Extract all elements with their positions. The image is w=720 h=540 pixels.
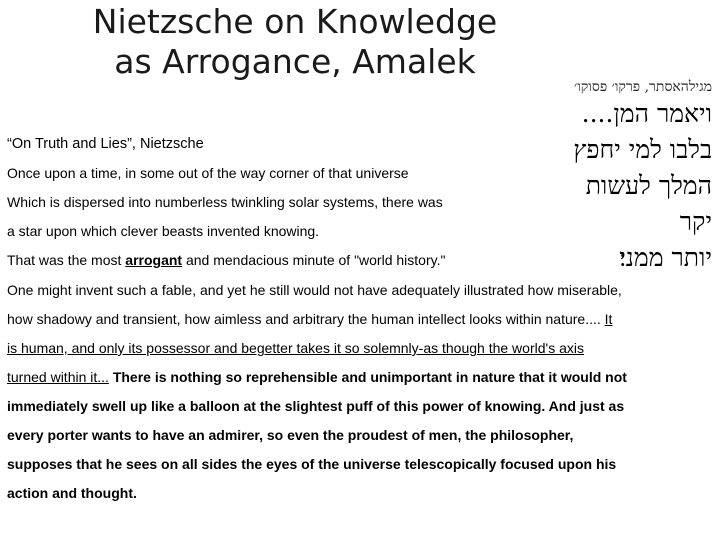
- body-line-4-bold: There is nothing so reprehensible and unimportant in nature that it would not: [108, 369, 627, 385]
- emphasis-arrogant: arrogant: [125, 252, 183, 268]
- title-line-1: Nietzsche on Knowledge: [92, 2, 498, 41]
- hebrew-verse: [492, 96, 712, 276]
- body-line-3: is human, and only its possessor and begetter takes it so solemnly-as though the world's axis: [7, 340, 584, 356]
- body-line-4-underlined: turned within it...: [7, 369, 109, 385]
- body-line-4: [7, 363, 713, 392]
- quote-line-4-pre: That was the most: [7, 252, 126, 268]
- hebrew-line-2: בלבו למי יחפץ: [573, 135, 712, 164]
- body-line-2-underlined: It: [604, 311, 613, 327]
- body-line-2-plain: how shadowy and transient, how aimless and arbitrary the human intellect looks within nature....: [7, 311, 605, 327]
- quote-heading: “On Truth and Lies”, Nietzsche: [7, 136, 204, 152]
- quote-line-4-post: and mendacious minute of "world history.": [182, 252, 446, 268]
- slide-title: [60, 2, 530, 82]
- hebrew-line-3: המלך לעשות: [585, 171, 712, 200]
- body-line-8: action and thought.: [7, 485, 137, 501]
- quote-line-2: Which is dispersed into numberless twinkling solar systems, there was: [7, 194, 443, 210]
- hebrew-line-4: יקר: [679, 207, 712, 236]
- left-quote-block: [7, 130, 507, 275]
- quote-line-3: a star upon which clever beasts invented knowing.: [7, 223, 320, 239]
- title-line-2: as Arrogance, Amalek: [114, 42, 476, 81]
- body-line-7: supposes that he sees on all sides the eyes of the universe telescopically focused upon his: [7, 456, 617, 472]
- quote-line-4: [7, 246, 507, 275]
- body-line-6: every porter wants to have an admirer, so even the proudest of men, the philosopher,: [7, 427, 574, 443]
- body-line-2: [7, 305, 713, 334]
- body-paragraph: [7, 276, 713, 508]
- hebrew-line-1: ויאמר המן....: [581, 99, 712, 128]
- body-line-5: immediately swell up like a balloon at the slightest puff of this power of knowing. And just as: [7, 398, 625, 414]
- hebrew-line-5: יותר ממני׃: [619, 243, 712, 272]
- quote-line-1: Once upon a time, in some out of the way corner of that universe: [7, 165, 409, 181]
- hebrew-source-reference: מגילהאסתר, פרקו׳ פסוקו׳: [573, 79, 712, 95]
- body-line-1: One might invent such a fable, and yet he still would not have adequately illustrated how miserable,: [7, 282, 622, 298]
